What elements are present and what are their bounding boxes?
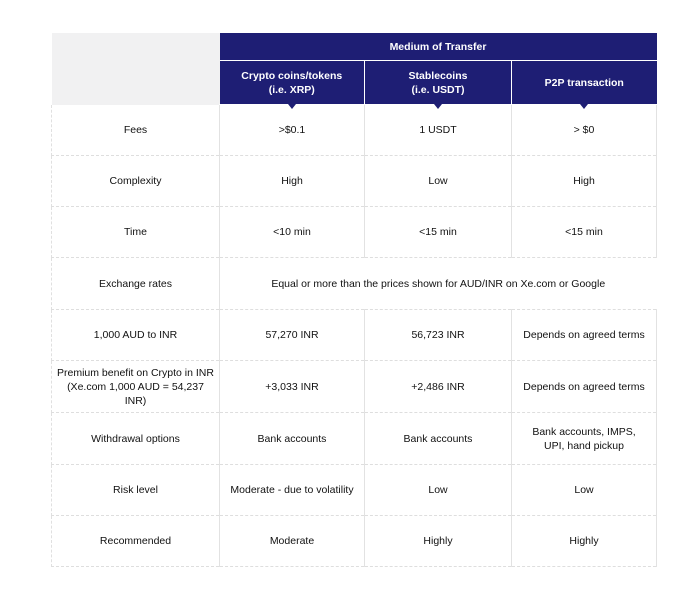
table-cell: 56,723 INR [365,310,512,361]
table-row-complexity [52,156,657,207]
table-cell: High [220,156,365,207]
row-label: Time [52,207,220,258]
table-cell: High [512,156,657,207]
table-row-fees [52,105,657,156]
column-header-p2p [512,61,657,105]
table-cell: 57,270 INR [220,310,365,361]
column-header-crypto-label: Crypto coins/tokens (i.e. XRP) [241,69,343,96]
table-cell: Moderate - due to volatility [220,465,365,516]
table-cell: +2,486 INR [365,361,512,413]
table-row-aud-to-inr [52,310,657,361]
table-cell: Highly [512,516,657,567]
table-cell: 1 USDT [365,105,512,156]
table-cell: > $0 [512,105,657,156]
row-label: Exchange rates [52,258,220,310]
empty-corner-cell [52,33,220,105]
table-cell: Bank accounts [220,413,365,465]
table-cell: Bank accounts, IMPS, UPI, hand pickup [512,413,657,465]
row-label: Premium benefit on Crypto in INR (Xe.com 1,000 AUD = 54,237 INR) [52,361,220,413]
table-cell: +3,033 INR [220,361,365,413]
table-cell: Depends on agreed terms [512,310,657,361]
table-row-time [52,207,657,258]
down-arrow-icon [288,104,296,109]
column-header-p2p-label: P2P transaction [544,76,624,89]
table-row-recommended [52,516,657,567]
down-arrow-icon [434,104,442,109]
medium-of-transfer-header: Medium of Transfer [220,33,657,61]
table-cell: Low [365,156,512,207]
table-cell: Low [365,465,512,516]
down-arrow-icon [580,104,588,109]
table-cell: Bank accounts [365,413,512,465]
row-label: Risk level [52,465,220,516]
table-cell: <15 min [512,207,657,258]
comparison-table-container [51,33,656,567]
table-cell: Moderate [220,516,365,567]
column-header-crypto [220,61,365,105]
table-cell: <15 min [365,207,512,258]
column-header-stablecoins-label: Stablecoins (i.e. USDT) [408,69,468,96]
table-row-withdrawal-options [52,413,657,465]
row-label: 1,000 AUD to INR [52,310,220,361]
table-cell: Highly [365,516,512,567]
table-cell: Low [512,465,657,516]
table-row-exchange-rates [52,258,657,310]
row-label: Fees [52,105,220,156]
table-cell: <10 min [220,207,365,258]
row-label: Complexity [52,156,220,207]
table-row-risk-level [52,465,657,516]
table-cell: >$0.1 [220,105,365,156]
table-row-premium-benefit [52,361,657,413]
table-cell: Depends on agreed terms [512,361,657,413]
comparison-table [51,33,657,567]
merged-cell: Equal or more than the prices shown for AUD/INR on Xe.com or Google [220,258,657,310]
row-label: Recommended [52,516,220,567]
column-header-stablecoins [365,61,512,105]
row-label: Withdrawal options [52,413,220,465]
